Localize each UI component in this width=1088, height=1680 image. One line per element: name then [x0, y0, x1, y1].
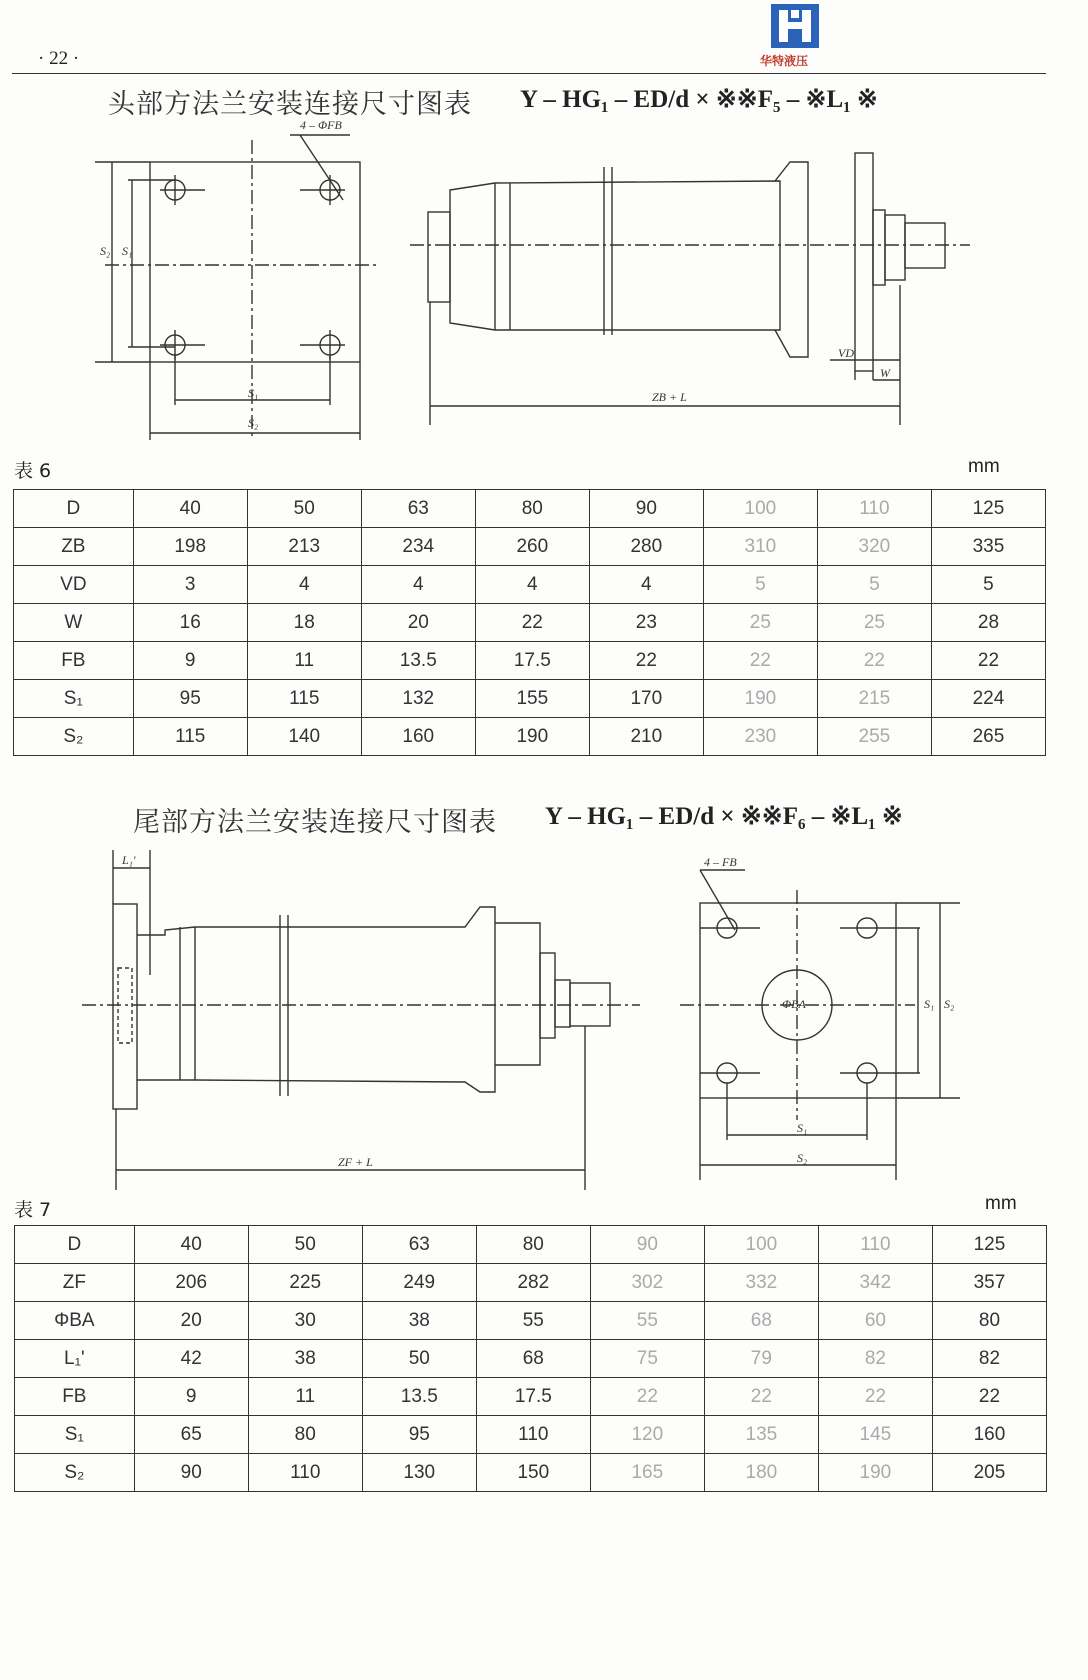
table-cell: 65 — [134, 1416, 248, 1454]
rear-flange-view — [680, 870, 960, 1180]
table-cell: 28 — [931, 604, 1045, 642]
table-cell: 22 — [932, 1378, 1046, 1416]
table-row — [15, 1302, 1047, 1340]
table-cell: 9 — [134, 1378, 248, 1416]
table-cell: 224 — [931, 680, 1045, 718]
table-cell: 160 — [361, 718, 475, 756]
table-cell: 332 — [704, 1264, 818, 1302]
table-cell: 145 — [818, 1416, 932, 1454]
row-header-cell: D — [14, 490, 134, 528]
table-row — [15, 1264, 1047, 1302]
table-cell: 342 — [818, 1264, 932, 1302]
table-cell: 16 — [133, 604, 247, 642]
table6-unit: mm — [968, 456, 1000, 477]
table-cell: 55 — [590, 1302, 704, 1340]
table-cell: 310 — [703, 528, 817, 566]
table-cell: 22 — [590, 1378, 704, 1416]
table-cell: 110 — [248, 1454, 362, 1492]
table-cell: 20 — [134, 1302, 248, 1340]
table-cell: 25 — [703, 604, 817, 642]
table-cell: 302 — [590, 1264, 704, 1302]
s2-label-h-2: S₂ — [797, 1151, 808, 1165]
table-cell: 100 — [704, 1226, 818, 1264]
table-cell: 80 — [248, 1416, 362, 1454]
table-cell: 75 — [590, 1340, 704, 1378]
s2-label-v: S₂ — [100, 244, 111, 258]
table-cell: 55 — [476, 1302, 590, 1340]
table-cell: 22 — [703, 642, 817, 680]
table-cell: 190 — [703, 680, 817, 718]
table-cell: 335 — [931, 528, 1045, 566]
table-cell: 25 — [817, 604, 931, 642]
row-header-cell: ZF — [15, 1264, 135, 1302]
table-row — [14, 718, 1046, 756]
table-cell: 4 — [589, 566, 703, 604]
table-cell: 40 — [134, 1226, 248, 1264]
table-cell: 165 — [590, 1454, 704, 1492]
table-cell: 132 — [361, 680, 475, 718]
table-cell: 38 — [362, 1302, 476, 1340]
table-cell: 110 — [817, 490, 931, 528]
table-cell: 3 — [133, 566, 247, 604]
table-cell: 234 — [361, 528, 475, 566]
holes-label: 4 – ΦFB — [300, 118, 342, 132]
table-cell: 130 — [362, 1454, 476, 1492]
row-header-cell: L₁' — [15, 1340, 135, 1378]
l1-label: L₁' — [122, 853, 136, 867]
table-cell: 22 — [817, 642, 931, 680]
vd-label: VD — [838, 346, 854, 360]
table-cell: 63 — [362, 1226, 476, 1264]
table-row — [15, 1226, 1047, 1264]
table6-label: 表 6 — [14, 460, 52, 482]
page-number: · 22 · — [38, 48, 80, 69]
table-cell: 115 — [133, 718, 247, 756]
table-cell: 4 — [361, 566, 475, 604]
table7-label: 表 7 — [14, 1199, 52, 1221]
row-header-cell: S₁ — [15, 1416, 135, 1454]
table-cell: 80 — [476, 1226, 590, 1264]
row-header-cell: FB — [15, 1378, 135, 1416]
section1-title: 头部方法兰安装连接尺寸图表 — [108, 89, 472, 120]
table-cell: 63 — [361, 490, 475, 528]
table-cell: 260 — [475, 528, 589, 566]
table-cell: 82 — [932, 1340, 1046, 1378]
table-cell: 9 — [133, 642, 247, 680]
table-cell: 11 — [247, 642, 361, 680]
table6 — [13, 489, 1046, 756]
table-cell: 198 — [133, 528, 247, 566]
table-row — [14, 604, 1046, 642]
table-cell: 50 — [248, 1226, 362, 1264]
table-row — [14, 490, 1046, 528]
table-cell: 135 — [704, 1416, 818, 1454]
table-cell: 280 — [589, 528, 703, 566]
row-header-cell: VD — [14, 566, 134, 604]
s2-label-v-2: S₂ — [944, 997, 955, 1011]
table-row — [14, 642, 1046, 680]
table-cell: 80 — [932, 1302, 1046, 1340]
table-cell: 357 — [932, 1264, 1046, 1302]
table-cell: 60 — [818, 1302, 932, 1340]
row-header-cell: W — [14, 604, 134, 642]
table-row — [14, 566, 1046, 604]
table-cell: 100 — [703, 490, 817, 528]
table-cell: 22 — [818, 1378, 932, 1416]
table-cell: 190 — [818, 1454, 932, 1492]
section2-formula: Y – HG₁ – ED/d × ※※F₆ – ※L₁ ※ — [545, 803, 903, 830]
w-label: W — [880, 366, 890, 380]
table-cell: 22 — [704, 1378, 818, 1416]
table-cell: 210 — [589, 718, 703, 756]
front-flange-view — [95, 135, 380, 440]
table-cell: 17.5 — [476, 1378, 590, 1416]
table-row — [14, 528, 1046, 566]
table-cell: 79 — [704, 1340, 818, 1378]
table-cell: 206 — [134, 1264, 248, 1302]
table-row — [15, 1340, 1047, 1378]
table-cell: 320 — [817, 528, 931, 566]
section2-title: 尾部方法兰安装连接尺寸图表 — [133, 807, 497, 838]
table-cell: 90 — [134, 1454, 248, 1492]
row-header-cell: ZB — [14, 528, 134, 566]
table-cell: 11 — [248, 1378, 362, 1416]
table-row — [15, 1416, 1047, 1454]
table-cell: 170 — [589, 680, 703, 718]
table-cell: 90 — [589, 490, 703, 528]
table-cell: 265 — [931, 718, 1045, 756]
s1-label-h-2: S₁ — [797, 1121, 808, 1135]
table-cell: 30 — [248, 1302, 362, 1340]
table-cell: 50 — [362, 1340, 476, 1378]
table-row — [15, 1454, 1047, 1492]
row-header-cell: S₁ — [14, 680, 134, 718]
table-cell: 68 — [476, 1340, 590, 1378]
section1-drawing — [0, 115, 1088, 460]
table-cell: 17.5 — [475, 642, 589, 680]
table-cell: 95 — [133, 680, 247, 718]
table-cell: 5 — [817, 566, 931, 604]
table-cell: 80 — [475, 490, 589, 528]
table-cell: 230 — [703, 718, 817, 756]
holes-label-2: 4 – FB — [704, 855, 737, 869]
table-cell: 18 — [247, 604, 361, 642]
table-cell: 115 — [247, 680, 361, 718]
table-cell: 282 — [476, 1264, 590, 1302]
table-cell: 150 — [476, 1454, 590, 1492]
table7 — [14, 1225, 1047, 1492]
table-cell: 20 — [361, 604, 475, 642]
table-cell: 155 — [475, 680, 589, 718]
s1-label-h: S₁ — [248, 386, 259, 400]
brand-name: 华特液压 — [760, 54, 809, 68]
table-cell: 180 — [704, 1454, 818, 1492]
table-cell: 23 — [589, 604, 703, 642]
table-cell: 5 — [931, 566, 1045, 604]
header-rule — [12, 73, 1046, 74]
table-cell: 110 — [476, 1416, 590, 1454]
table-cell: 249 — [362, 1264, 476, 1302]
table-cell: 38 — [248, 1340, 362, 1378]
section1-formula: Y – HG₁ – ED/d × ※※F₅ – ※L₁ ※ — [520, 86, 878, 113]
table-cell: 140 — [247, 718, 361, 756]
table-cell: 225 — [248, 1264, 362, 1302]
table-cell: 213 — [247, 528, 361, 566]
table-cell: 68 — [704, 1302, 818, 1340]
table-cell: 82 — [818, 1340, 932, 1378]
table-cell: 4 — [475, 566, 589, 604]
s1-label-v-2: S₁ — [924, 997, 935, 1011]
table-row — [15, 1378, 1047, 1416]
row-header-cell: ΦBA — [15, 1302, 135, 1340]
length-label: ZB + L — [652, 390, 687, 404]
table-cell: 90 — [590, 1226, 704, 1264]
table-cell: 190 — [475, 718, 589, 756]
length-label-2: ZF + L — [338, 1155, 373, 1169]
table-row — [14, 680, 1046, 718]
s1-label-v: S₁ — [122, 244, 133, 258]
table-cell: 215 — [817, 680, 931, 718]
table-cell: 5 — [703, 566, 817, 604]
table-cell: 40 — [133, 490, 247, 528]
ba-label: ΦBA — [782, 997, 806, 1011]
table-cell: 205 — [932, 1454, 1046, 1492]
table-cell: 120 — [590, 1416, 704, 1454]
table-cell: 22 — [475, 604, 589, 642]
table-cell: 95 — [362, 1416, 476, 1454]
table-cell: 125 — [932, 1226, 1046, 1264]
table-cell: 50 — [247, 490, 361, 528]
table-cell: 110 — [818, 1226, 932, 1264]
section2-drawing — [0, 850, 1088, 1190]
table-cell: 160 — [932, 1416, 1046, 1454]
table-cell: 4 — [247, 566, 361, 604]
table-cell: 42 — [134, 1340, 248, 1378]
table-cell: 125 — [931, 490, 1045, 528]
row-header-cell: FB — [14, 642, 134, 680]
table-cell: 22 — [589, 642, 703, 680]
rear-cylinder-view — [82, 850, 640, 1190]
row-header-cell: S₂ — [14, 718, 134, 756]
table-cell: 22 — [931, 642, 1045, 680]
row-header-cell: S₂ — [15, 1454, 135, 1492]
row-header-cell: D — [15, 1226, 135, 1264]
table-cell: 255 — [817, 718, 931, 756]
table7-unit: mm — [985, 1193, 1017, 1214]
side-cylinder-view — [410, 153, 970, 425]
s2-label-h: S₂ — [248, 416, 259, 430]
table-cell: 13.5 — [362, 1378, 476, 1416]
table-cell: 13.5 — [361, 642, 475, 680]
